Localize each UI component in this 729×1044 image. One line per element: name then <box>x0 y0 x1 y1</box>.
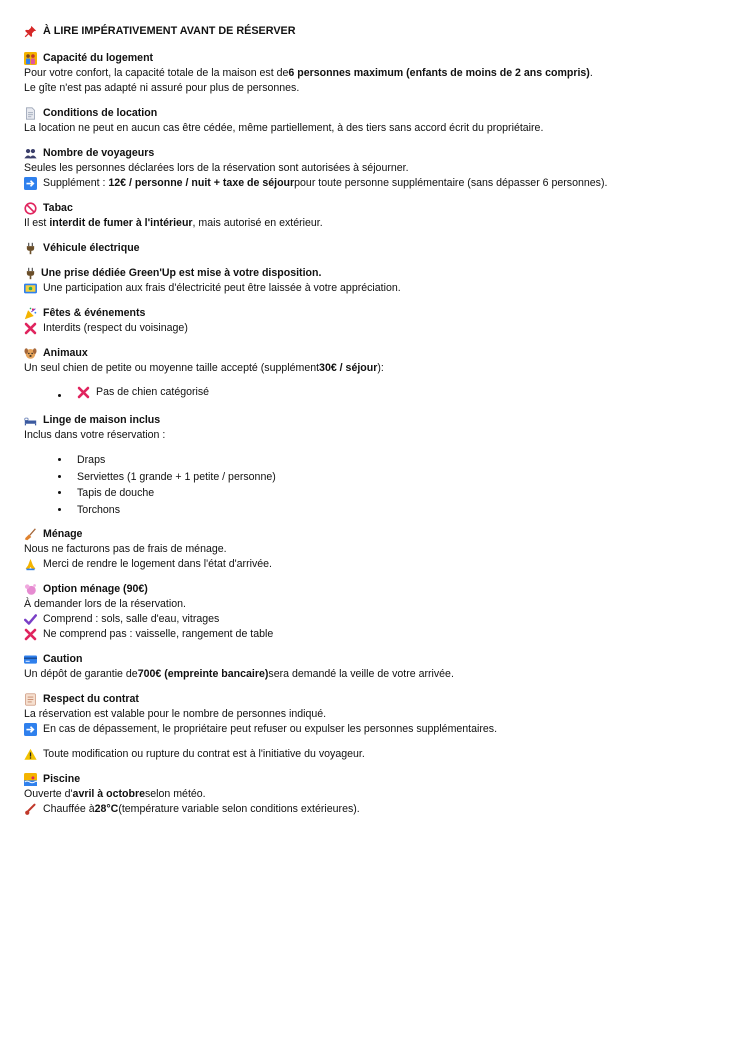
thermometer-icon <box>24 803 37 816</box>
linge-list <box>24 452 714 518</box>
cross-icon <box>24 322 37 335</box>
check-icon <box>24 613 37 626</box>
document-page <box>24 24 714 827</box>
cross-icon <box>24 628 37 641</box>
credit-card-icon <box>24 653 37 666</box>
section-conditions: Conditions de location La location ne peut en aucun cas être cédée, même partiellement, à des tiers sans accord écrit du propriétaire. <box>24 107 544 134</box>
party-popper-icon <box>24 307 37 320</box>
swimmer-icon <box>24 773 37 786</box>
money-icon <box>24 282 37 295</box>
right-arrow-icon <box>24 723 37 736</box>
bed-icon <box>24 414 37 427</box>
section-option-menage: Option ménage (90€) À demander lors de la réservation. Comprend : sols, salle d'eau, vitrages Ne comprend pas : vaisselle, rangement de table <box>24 583 274 641</box>
no-smoking-icon <box>24 202 37 215</box>
cross-icon <box>77 386 90 399</box>
section-menage: Ménage Nous ne facturons pas de frais de ménage. Merci de rendre le logement dans l'état d'arrivée. <box>24 528 272 571</box>
broom-icon <box>24 528 37 541</box>
section-heading: Capacité du logement <box>24 51 714 66</box>
pushpin-icon <box>24 25 37 38</box>
list-item: • Serviettes (1 grande + 1 petite / personne) <box>71 469 714 486</box>
section-tabac: Tabac Il est interdit de fumer à l'intérieur , mais autorisé en extérieur. <box>24 202 323 229</box>
document-title: À LIRE IMPÉRATIVEMENT AVANT DE RÉSERVER <box>24 24 714 39</box>
right-arrow-icon <box>24 177 37 190</box>
animaux-list <box>24 384 714 404</box>
section-prise: Une prise dédiée Green'Up est mise à votre disposition. Une participation aux frais d'électricité peut être laissée à votre appréciation. <box>24 266 714 296</box>
plug-icon <box>24 242 37 255</box>
list-item: • Pas de chien catégorisé <box>71 384 714 404</box>
praying-hands-icon <box>24 558 37 571</box>
dog-icon <box>24 347 37 360</box>
section-capacite: Capacité du logement Pour votre confort, la capacité totale de la maison est de 6 personnes maximum (enfants de moins de 2 ans compris) . Le gîte n'est pas adapté ni assuré pour plus de personnes. <box>24 51 714 96</box>
clipboard-icon <box>24 693 37 706</box>
document-icon <box>24 107 37 120</box>
list-item: • Draps <box>71 452 714 469</box>
section-fetes: Fêtes & événements Interdits (respect du voisinage) <box>24 306 714 336</box>
section-voyageurs: Nombre de voyageurs Seules les personnes déclarées lors de la réservation sont autorisées à séjourner. Supplément : 12€ / personne / nuit + taxe de séjour pour toute personne supplémentaire (sans dépasser 6 personnes). <box>24 147 608 189</box>
list-item: • Torchons <box>71 502 714 519</box>
section-caution: Caution Un dépôt de garantie de 700€ (empreinte bancaire) sera demandé la veille de votre arrivée. <box>24 653 454 681</box>
soap-bubbles-icon <box>24 583 37 596</box>
family-icon <box>24 52 37 65</box>
section-piscine: Piscine Ouverte d' avril à octobre selon météo. Chauffée à 28°C (température variable selon conditions extérieures). <box>24 773 360 816</box>
section-vehicule: Véhicule électrique <box>24 241 714 256</box>
list-item: • Tapis de douche <box>71 485 714 502</box>
section-linge: Linge de maison inclus Inclus dans votre réservation : • Draps • Serviettes (1 grande + 1 petite / personne) • Tapis de douche • Torchons <box>24 413 714 518</box>
plug-icon <box>24 267 37 280</box>
section-contrat: Respect du contrat La réservation est valable pour le nombre de personnes indiqué. En cas de dépassement, le propriétaire peut refuser ou expulser les personnes supplémentaires. Toute modification ou rupture du contrat est à l'initiative du voyageur. <box>24 693 498 761</box>
people-icon <box>24 147 37 160</box>
section-animaux: Animaux Un seul chien de petite ou moyenne taille accepté (supplément 30€ / séjour ): • Pas de chien catégorisé <box>24 346 714 404</box>
warning-icon <box>24 748 37 761</box>
